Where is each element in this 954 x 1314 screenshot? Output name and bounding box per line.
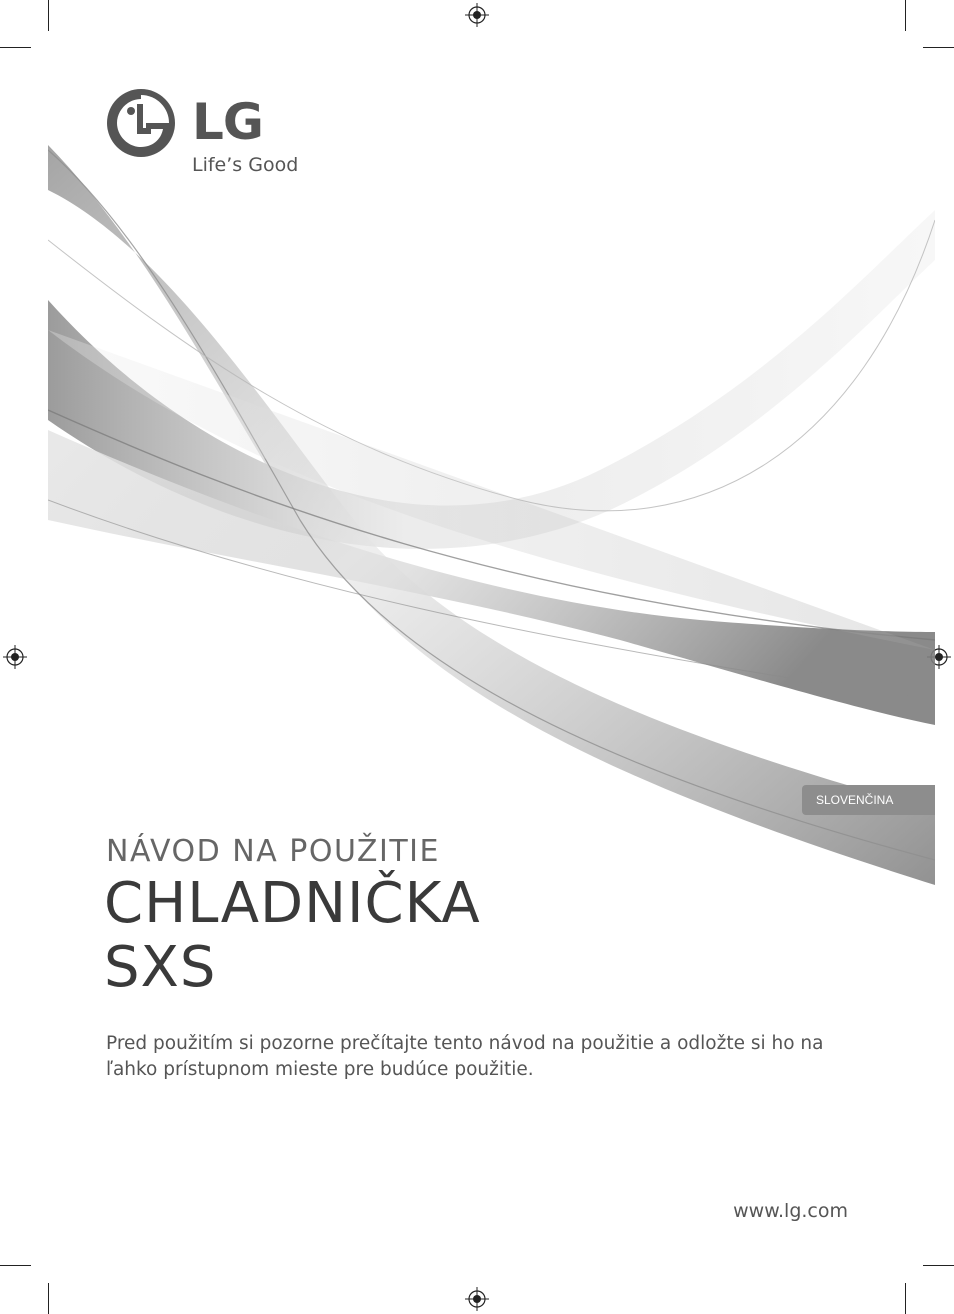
cover-description: Pred použitím si pozorne prečítajte tento návod na použitie a odložte si ho na ľahko prístupnom mieste pre budúce použitie. bbox=[106, 1033, 824, 1080]
lg-logo bbox=[106, 88, 299, 176]
lg-face-logo-icon bbox=[106, 88, 176, 158]
logo-wordmark: LG bbox=[192, 93, 263, 151]
product-title-line-1: CHLADNIČKA bbox=[104, 871, 481, 936]
brand-slogan: Life’s Good bbox=[192, 154, 299, 176]
document-subtitle: NÁVOD NA POUŽITIE bbox=[106, 834, 440, 869]
language-badge: SLOVENČINA bbox=[802, 785, 935, 815]
website-url: www.lg.com bbox=[733, 1200, 848, 1222]
product-title bbox=[104, 872, 481, 1000]
product-title-line-2: SXS bbox=[104, 935, 217, 1000]
